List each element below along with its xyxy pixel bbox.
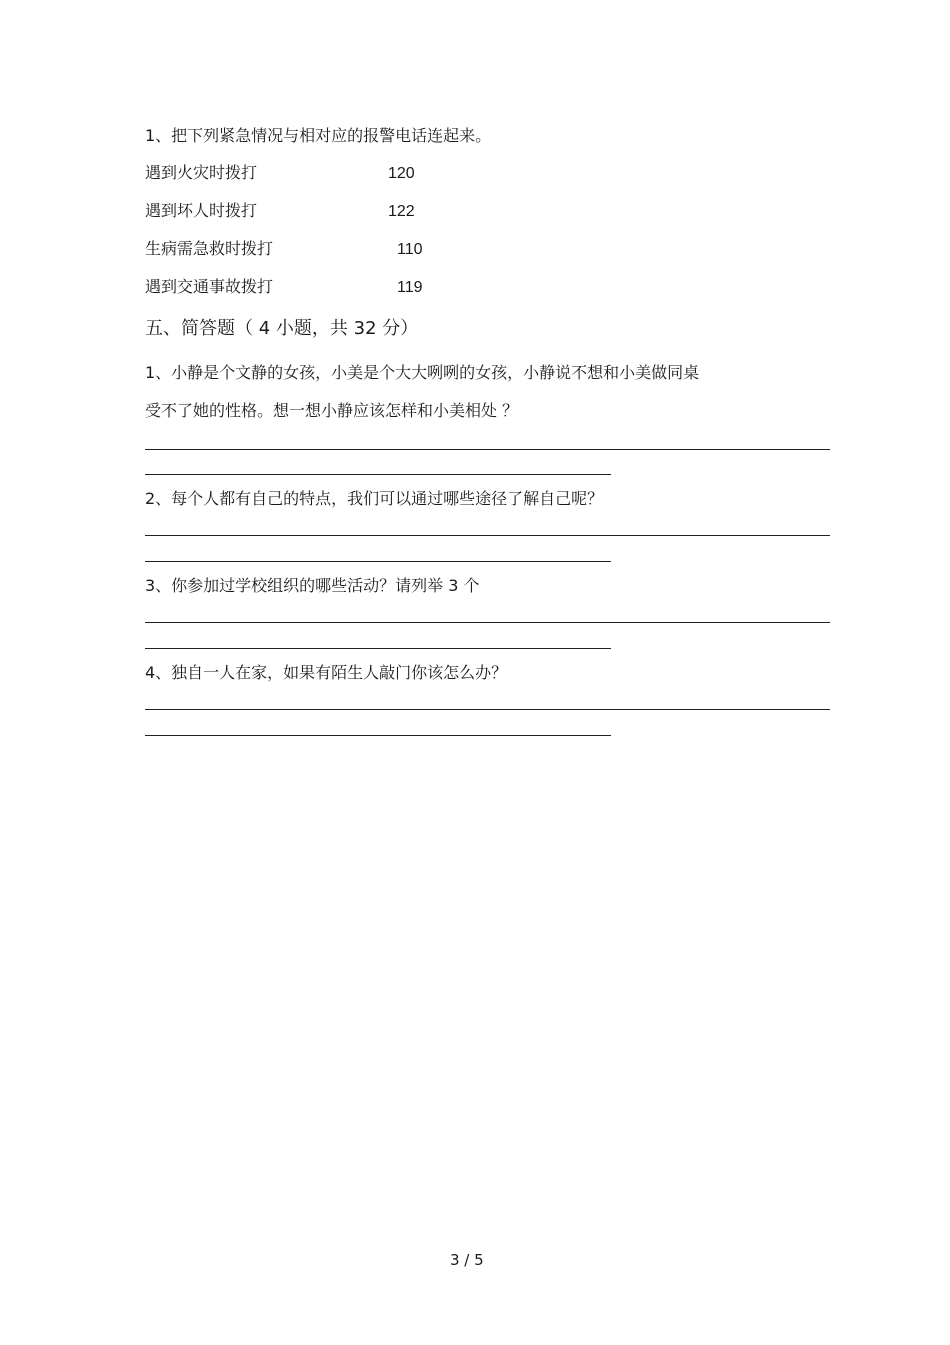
answer-line	[145, 474, 611, 475]
answer-line	[145, 561, 611, 562]
phone-number-4: 119	[397, 279, 423, 296]
situation-fire: 遇到火灾时拨打	[145, 163, 258, 182]
section-title: 五、简答题（ 4 小题，共 32 分）	[145, 318, 419, 339]
answer-line	[145, 535, 830, 536]
phone-number-1: 120	[388, 165, 415, 182]
matching-instruction: 1、把下列紧急情况与相对应的报警电话连起来。	[145, 126, 492, 145]
page-number: 3 / 5	[450, 1251, 484, 1269]
answer-line	[145, 735, 611, 736]
situation-illness: 生病需急救时拨打	[145, 239, 274, 258]
question-1-line-1: 1、小静是个文静的女孩，小美是个大大咧咧的女孩，小静说不想和小美做同桌	[145, 363, 700, 382]
answer-line	[145, 648, 611, 649]
question-3: 3、你参加过学校组织的哪些活动？请列举 3 个	[145, 576, 480, 595]
question-2: 2、每个人都有自己的特点，我们可以通过哪些途径了解自己呢？	[145, 489, 604, 508]
answer-line	[145, 622, 830, 623]
situation-bad-person: 遇到坏人时拨打	[145, 201, 258, 220]
phone-number-3: 110	[397, 241, 423, 258]
question-4: 4、独自一人在家，如果有陌生人敲门你该怎么办？	[145, 663, 508, 682]
answer-line	[145, 449, 830, 450]
situation-traffic: 遇到交通事故拨打	[145, 277, 274, 296]
phone-number-2: 122	[388, 203, 415, 220]
question-1-line-2: 受不了她的性格。想一想小静应该怎样和小美相处 ？	[145, 401, 519, 420]
answer-line	[145, 709, 830, 710]
